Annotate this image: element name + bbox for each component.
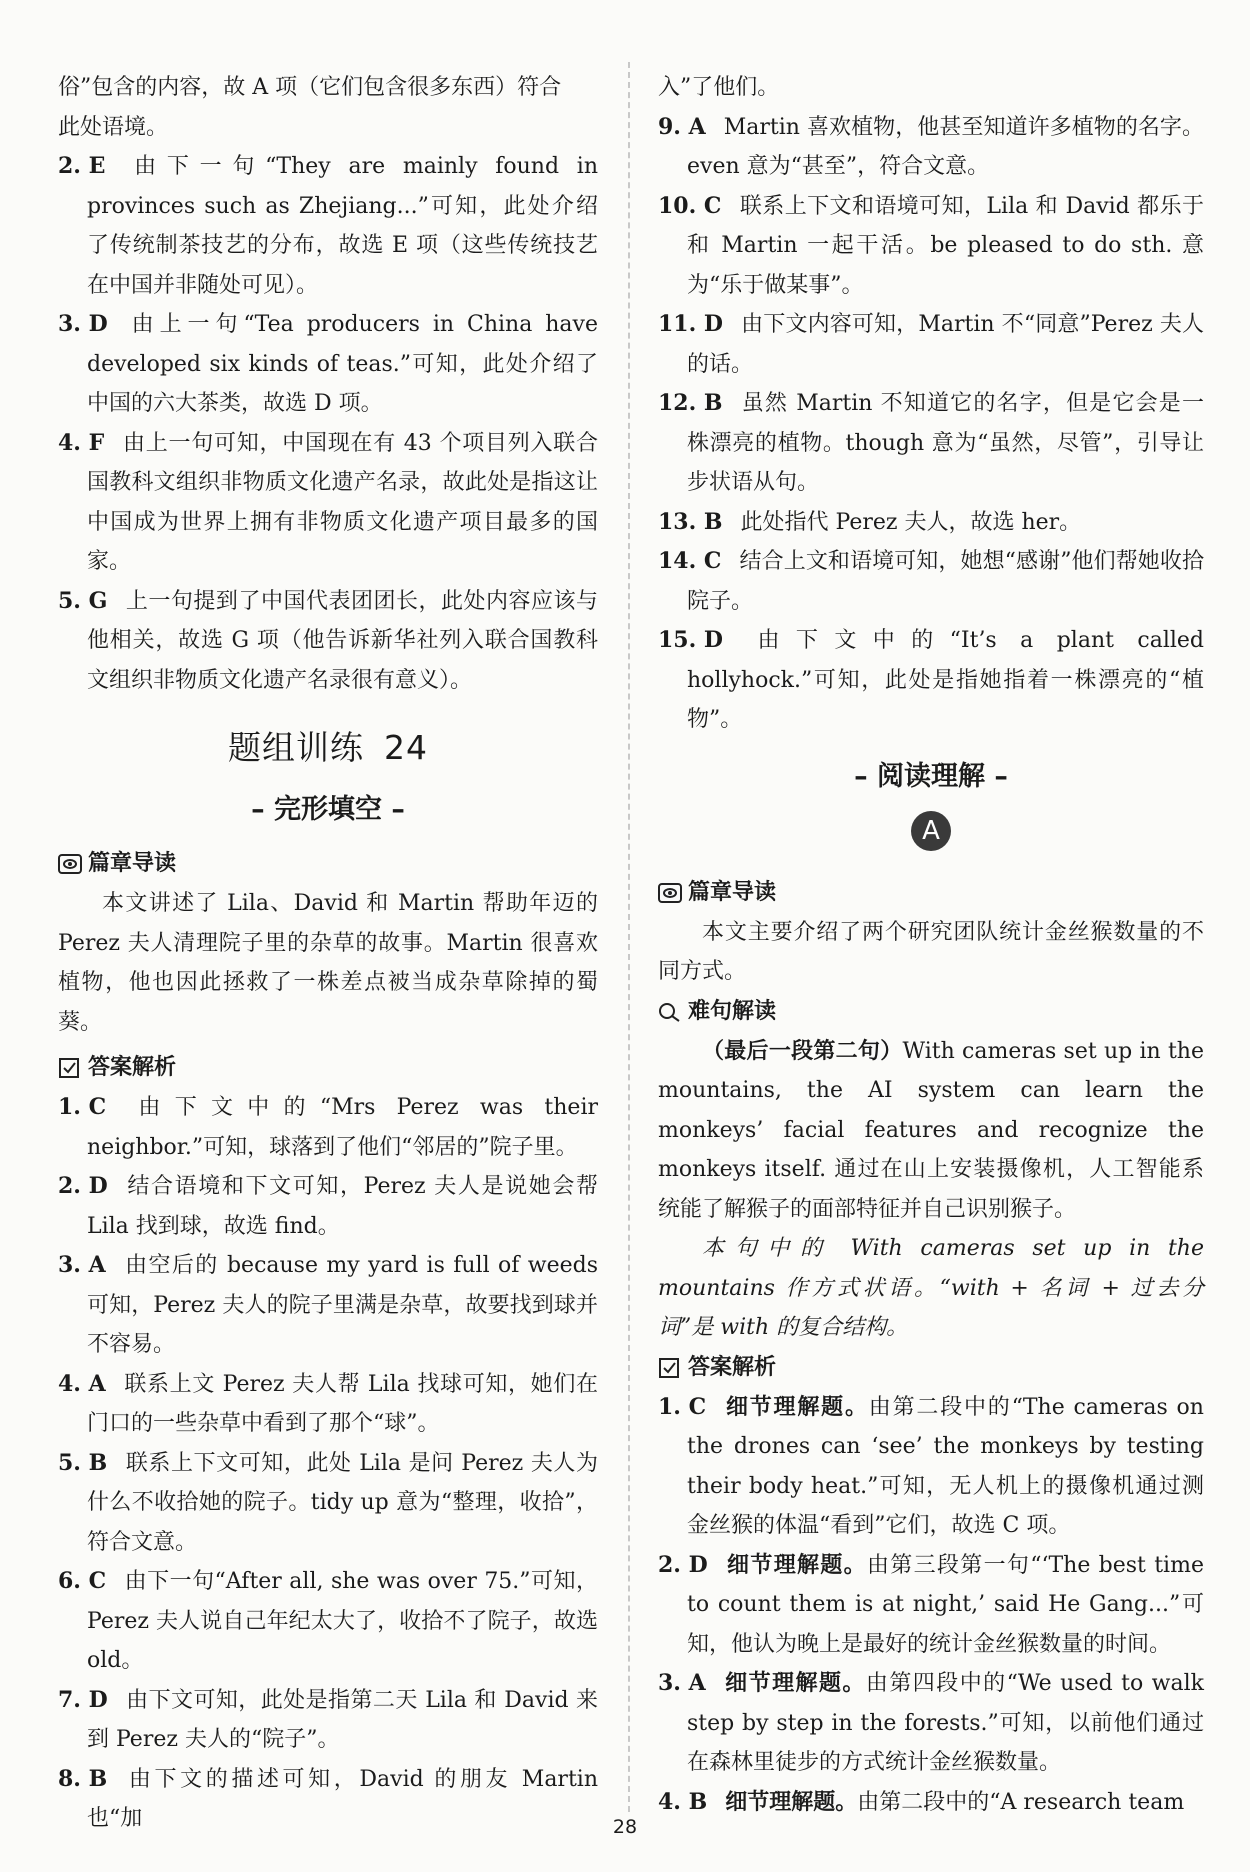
answer-item (658, 305, 1204, 384)
answer-item (658, 621, 1204, 740)
answer-number: 3. A (658, 1670, 706, 1696)
eye-icon (58, 854, 82, 874)
answer-text: 由第二段中的“A research team (857, 1789, 1185, 1815)
answer-number: 6. C (58, 1568, 107, 1594)
answer-text: 由下一句“They are mainly found in provinces such as Zhejiang...”可知，此处介绍了传统制茶技艺的分布，故选 E 项（这些传统技艺在中国并非随处可见）。 (87, 154, 598, 298)
answer-item (58, 1365, 598, 1444)
answer-number: 14. C (658, 548, 722, 574)
question-type: 细节理解题。 (723, 1670, 866, 1696)
eye-icon (658, 883, 682, 903)
answer-item (658, 1546, 1204, 1665)
question-type: 细节理解题。 (725, 1788, 858, 1815)
answer-number: 2. E (58, 153, 106, 179)
answer-text: 联系上下文和语境可知，Lila 和 David 都乐于和 Martin 一起干活。be pleased to do sth. 意为“乐于做某事”。 (687, 193, 1204, 298)
magnifier-icon (658, 1002, 682, 1022)
guide-heading-text: 篇章导读 (88, 851, 177, 876)
continued-paragraph (58, 68, 598, 147)
answer-number: 3. D (58, 311, 108, 337)
answer-number: 12. B (658, 390, 723, 416)
answer-item (58, 1167, 598, 1246)
right-column (658, 68, 1204, 1822)
answer-text: 联系上文 Perez 夫人帮 Lila 找球可知，她们在门口的一些杂草中看到了那个“球”。 (87, 1371, 598, 1436)
section-title: – 完形填空 – (251, 794, 405, 825)
difficult-sentence (658, 1032, 1204, 1230)
question-type: 细节理解题。 (724, 1393, 869, 1420)
answer-item (58, 1681, 598, 1760)
answer-text: 虽然 Martin 不知道它的名字，但是它会是一株漂亮的植物。though 意为“虽然，尽管”，引导让步状语从句。 (687, 391, 1204, 495)
left-column (58, 68, 598, 1839)
text-line: 俗”包含的内容，故 A 项（它们包含很多东西）符合 (58, 75, 562, 100)
answer-text: 由第四段中的“We used to walk step by step in the forests.”可知，以前他们通过在森林里徒步的方式统计金丝猴数量。 (687, 1671, 1204, 1775)
answer-number: 10. C (658, 192, 722, 219)
page-number: 28 (612, 1816, 638, 1838)
answer-item (58, 1444, 598, 1563)
answer-item (658, 108, 1204, 187)
difficult-label: （最后一段第二句） (702, 1037, 903, 1064)
answer-text: 由空后的 because my yard is full of weeds 可知，Perez 夫人的院子里满是杂草，故要找到球并不容易。 (87, 1253, 598, 1357)
column-divider (628, 62, 630, 1812)
answer-item (58, 1562, 598, 1681)
checkbox-icon (58, 1058, 82, 1078)
answer-number: 8. B (58, 1765, 108, 1792)
continued-paragraph: 入”了他们。 (658, 75, 780, 100)
answer-item (658, 187, 1204, 306)
answer-item (58, 582, 598, 701)
guide-heading (658, 873, 1204, 913)
answer-text: 由下文中的“It’s a plant called hollyhock.”可知，此处是指她指着一株漂亮的“植物”。 (687, 628, 1204, 732)
answer-number: 4. F (58, 429, 105, 456)
answer-text: 由下文的描述可知，David 的朋友 Martin 也“加 (87, 1766, 598, 1831)
guide-text: 本文讲述了 Lila、David 和 Martin 帮助年迈的 Perez 夫人清理院子里的杂草的故事。Martin 很喜欢植物，他也因此拯救了一株差点被当成杂草除掉的蜀葵。 (58, 891, 598, 1035)
answer-number: 4. A (58, 1370, 106, 1397)
difficult-heading (658, 992, 1204, 1032)
answer-number: 1. C (658, 1393, 707, 1420)
difficult-text: With cameras set up in the mountains, the AI system can learn the monkeys’ facial features and recognize the monkeys itself. 通过在山上安装摄像机，人工智能系统能了解猴子的面部特征并自己识别猴子。 (658, 1038, 1204, 1222)
group-title (58, 722, 598, 769)
answer-text: 由上一句可知，中国现在有 43 个项目列入联合国教科文组织非物质文化遗产名录，故此处是指这让中国成为世界上拥有非物质文化遗产项目最多的国家。 (87, 430, 598, 574)
passage-label: A (911, 811, 951, 851)
answer-item (58, 1088, 598, 1167)
answer-text: 上一句提到了中国代表团团长，此处内容应该与他相关，故选 G 项（他告诉新华社列入联合国教科文组织非物质文化遗产名录很有意义）。 (87, 588, 598, 693)
answer-number: 2. D (58, 1173, 108, 1199)
answer-number: 15. D (658, 627, 724, 653)
guide-text: 本文主要介绍了两个研究团队统计金丝猴数量的不同方式。 (658, 919, 1204, 984)
answer-item (658, 384, 1204, 503)
answers-heading-text: 答案解析 (88, 1055, 177, 1080)
text-line: 此处语境。 (58, 114, 169, 140)
difficult-note: 本句中的 With cameras set up in the mountains 作方式状语。“with + 名词 + 过去分词”是 with 的复合结构。 (658, 1236, 1204, 1340)
answer-number: 11. D (658, 311, 724, 337)
answer-text: 联系上下文可知，此处 Lila 是问 Perez 夫人为什么不收拾她的院子。tidy up 意为“整理，收拾”，符合文意。 (87, 1450, 598, 1555)
answer-text: Martin 喜欢植物，他甚至知道许多植物的名字。even 意为“甚至”，符合文意。 (687, 114, 1204, 179)
guide-heading (58, 844, 598, 884)
answer-item (58, 305, 598, 424)
answer-item (658, 1664, 1204, 1783)
answers-heading (58, 1048, 598, 1088)
answers-heading-text: 答案解析 (688, 1354, 777, 1380)
answer-item (658, 503, 1204, 543)
answer-item (658, 542, 1204, 621)
group-number: 24 (384, 728, 428, 767)
group-title-text: 题组训练 (228, 728, 364, 767)
answer-item (58, 424, 598, 582)
question-type: 细节理解题。 (725, 1551, 867, 1578)
answer-text: 结合语境和下文可知，Perez 夫人是说她会帮 Lila 找到球，故选 find。 (87, 1174, 598, 1239)
answer-text: 由第二段中的“The cameras on the drones can ‘see’ the monkeys by testing their body heat.”可知，无人机上的摄像机通过测金丝猴的体温“看到”它们，故选 C 项。 (687, 1394, 1204, 1538)
answer-text: 由下文内容可知，Martin 不“同意”Perez 夫人的话。 (687, 312, 1204, 377)
answer-text: 此处指代 Perez 夫人，故选 her。 (740, 509, 1082, 535)
answer-text: 由下文可知，此处是指第二天 Lila 和 David 来到 Perez 夫人的“院子”。 (87, 1687, 598, 1752)
answer-text: 结合上文和语境可知，她想“感谢”他们帮她收拾院子。 (687, 549, 1204, 614)
answer-number: 7. D (58, 1686, 108, 1713)
answer-text: 由下一句“After all, she was over 75.”可知，Perez 夫人说自己年纪太大了，收拾不了院子，故选 old。 (87, 1569, 598, 1673)
answer-number: 3. A (58, 1252, 106, 1278)
answer-number: 13. B (658, 508, 723, 535)
answer-text: 由上一句“Tea producers in China have developed six kinds of teas.”可知，此处介绍了中国的六大茶类，故选 D 项。 (87, 312, 598, 416)
guide-heading-text: 篇章导读 (688, 879, 777, 905)
answer-number: 5. G (58, 587, 108, 614)
answer-item (658, 1388, 1204, 1546)
answer-number: 4. B (658, 1788, 708, 1815)
checkbox-icon (658, 1358, 682, 1378)
answer-number: 9. A (658, 113, 706, 140)
answers-heading (658, 1348, 1204, 1388)
answer-text: 由下文中的“Mrs Perez was their neighbor.”可知，球落到了他们“邻居的”院子里。 (87, 1095, 598, 1160)
answer-text: 由第三段第一句“‘The best time to count them is at night,’ said He Gang...”可知，他认为晚上是最好的统计金丝猴数量的时间。 (687, 1552, 1204, 1657)
answer-number: 5. B (58, 1449, 108, 1476)
answer-item (58, 147, 598, 305)
difficult-heading-text: 难句解读 (688, 998, 777, 1024)
answer-number: 2. D (658, 1551, 708, 1578)
answer-item (58, 1246, 598, 1365)
answer-number: 1. C (58, 1094, 107, 1120)
section-title: – 阅读理解 – (854, 760, 1008, 792)
